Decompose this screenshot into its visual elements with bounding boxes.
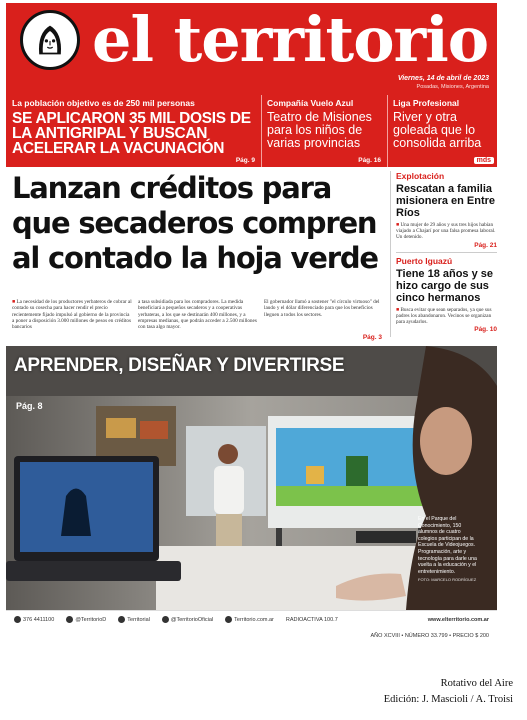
side-story-body: ■ Busca evitar que sean separados, ya que sus padres los abandonaron. Vecinos se organizan para ayudarlos.	[396, 306, 492, 326]
side-story-kicker: Explotación	[396, 171, 445, 181]
side-story[interactable]	[396, 256, 497, 334]
social-bar	[6, 610, 497, 628]
photo-page-ref: Pág. 8	[16, 401, 43, 411]
main-photo[interactable]	[6, 346, 497, 610]
masthead	[6, 3, 497, 95]
side-stories	[390, 171, 497, 337]
teaser-headline: River y otra goleada que lo consolida arriba	[393, 110, 482, 150]
tv-icon	[225, 616, 232, 623]
edition-place: Posadas, Misiones, Argentina	[416, 84, 489, 90]
side-story-page-ref: Pág. 10	[474, 326, 497, 334]
radio-contact[interactable]: RADIOACTIVA 100.7	[285, 616, 338, 623]
side-story[interactable]	[396, 171, 497, 249]
teaser-kicker: La población objetivo es de 250 mil personas	[12, 98, 195, 108]
teaser-football[interactable]	[388, 95, 497, 167]
teaser-page-ref: Pág. 9	[235, 157, 255, 164]
teaser-headline: Teatro de Misiones para los niños de varias provincias	[267, 110, 372, 150]
twitter-icon	[66, 616, 73, 623]
website-link[interactable]: www.elterritorio.com.ar	[427, 616, 489, 623]
mds-badge: mds	[474, 157, 494, 164]
bullet-square-icon: ■	[12, 299, 17, 305]
main-story-body	[12, 299, 386, 341]
bullet-square-icon: ■	[396, 306, 401, 313]
instagram-contact[interactable]: @TerritorioOficial	[162, 616, 213, 623]
photo-credit: FOTO: MARCELO RODRÍGUEZ	[418, 577, 477, 583]
teaser-page-ref: Pág. 16	[358, 157, 381, 164]
side-story-page-ref: Pág. 21	[474, 241, 497, 249]
side-story-headline: Tiene 18 años y se hizo cargo de sus cinco hermanos	[396, 267, 494, 304]
teaser-headline: SE APLICARON 35 MIL DOSIS DE LA ANTIGRIPAL Y BUSCAN ACELERAR LA VACUNACIÓN	[12, 110, 251, 157]
side-story-body: ■ Una mujer de 29 años y sus tres hijos habían viajado a Chajarí por una falsa promesa laboral. Un detenido.	[396, 222, 496, 241]
logo-icon	[20, 10, 80, 70]
issue-info: AÑO XCVIII • NÚMERO 33.799 • PRECIO $ 200	[370, 632, 489, 639]
credits-line: Rotativo del Aire	[440, 678, 513, 689]
side-story-headline: Rescatan a familia misionera en Entre Ríos	[396, 183, 496, 219]
main-story-column: ■ La necesidad de los productores yerbateros de cobrar al contado su cosecha para hacer rendir el precio recientemente fijado impulsó al gobierno de la provincia a poner a disposición 3.000 millones de pesos en créditos bancarios	[12, 299, 132, 331]
photo-caption	[418, 516, 478, 584]
divider	[396, 252, 497, 253]
main-story-page-ref: Pág. 3	[362, 334, 382, 341]
newspaper-front-page	[6, 3, 497, 645]
photo-headline: APRENDER, DISEÑAR Y DIVERTIRSE	[14, 355, 345, 376]
teaser-band	[6, 95, 497, 167]
instagram-icon	[162, 616, 169, 623]
edition-date: Viernes, 14 de abril de 2023	[397, 75, 489, 82]
newspaper-title: el territorio	[92, 3, 489, 76]
main-headline[interactable]: Lanzan créditos para que secaderos compren al contado la hoja verde	[12, 171, 378, 275]
teaser-vaccination[interactable]	[6, 95, 262, 167]
twitter-contact[interactable]: @TerritorioD	[66, 616, 106, 623]
facebook-contact[interactable]: Territorial	[118, 616, 150, 623]
teaser-kicker: Liga Profesional	[393, 98, 460, 108]
issue-footer	[6, 628, 497, 643]
photo-caption-text: En el Parque del Conocimiento, 150 alumnos de cuatro colegios participan de la Escuela de Videojuegos. Programación, arte y tecnología para darle una vuelta a la educación y el entretenimiento.	[418, 516, 477, 575]
teaser-theatre[interactable]	[262, 95, 388, 167]
facebook-icon	[118, 616, 125, 623]
tv-contact[interactable]: Territorio.com.ar	[225, 616, 274, 623]
main-story-column: El gobernador llamó a sostener "el círculo virtuoso" del laudo y el dólar diferenciado para que los beneficios lleguen a todos los sectores.	[264, 299, 380, 318]
credits-line: Edición: J. Mascioli / A. Troisi	[383, 694, 513, 705]
bullet-square-icon: ■	[396, 222, 401, 228]
side-story-kicker: Puerto Iguazú	[396, 255, 453, 266]
main-story-column: a tasa subsidiada para los compradores. La medida beneficiará a pequeños secaderos y a cooperativas yerbateras, a los que se destinarán 400 millones, y a empresas medianas, que podrán acceder a 2.500 millones con tasa algo mayor.	[138, 299, 257, 331]
phone-contact[interactable]: 376 4411100	[14, 616, 54, 623]
whatsapp-icon	[14, 616, 21, 623]
edition-credits	[384, 676, 513, 708]
teaser-kicker: Compañía Vuelo Azul	[267, 98, 354, 108]
